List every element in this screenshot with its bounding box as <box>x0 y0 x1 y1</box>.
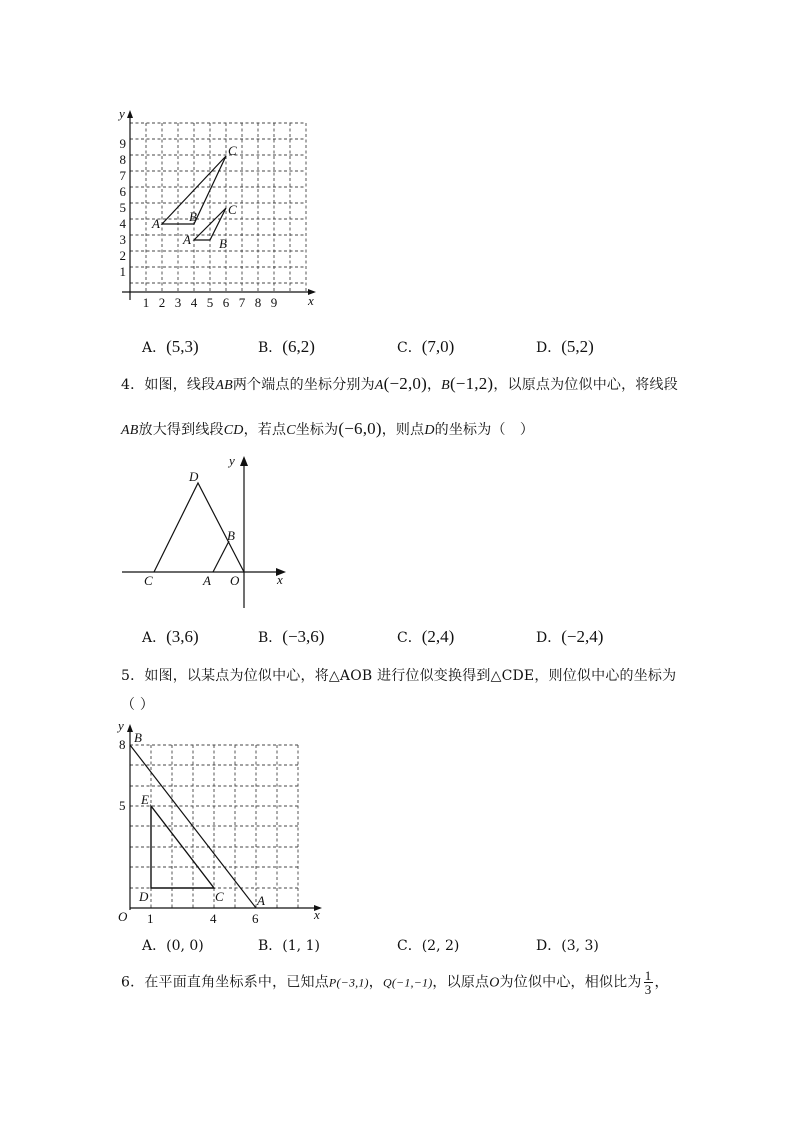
q3-xtick: 7 <box>238 295 246 309</box>
q3-xtick: 8 <box>254 295 262 309</box>
q4-ptC: C <box>286 423 296 438</box>
q3-options <box>142 337 702 359</box>
q4-stem-line2 <box>121 419 534 439</box>
q3-ytick: 3 <box>119 232 126 247</box>
q5-label-y: y <box>118 718 124 733</box>
option-value: (5,3) <box>166 337 199 356</box>
q3-grid <box>130 123 306 292</box>
option-key: B． <box>258 938 283 954</box>
q4-text: 放大得到线段 <box>138 422 224 438</box>
q6-number: 6． <box>121 974 145 991</box>
q4-text: ，则点 <box>381 422 425 438</box>
q4-label-C: C <box>144 573 153 588</box>
q3-xtick: 9 <box>270 295 278 309</box>
q6-ratio-denominator: 3 <box>644 982 652 997</box>
q5-grid <box>130 745 298 908</box>
option-value: (0, 0) <box>166 938 204 954</box>
option-value: (5,2) <box>561 337 594 356</box>
q5-label-E: E <box>141 792 149 807</box>
option-value: (−2,4) <box>561 627 604 646</box>
q3-label-B-small: B <box>219 236 227 251</box>
q4-ptD: D <box>424 423 435 438</box>
q4-label-O: O <box>230 573 240 588</box>
q4-label-D: D <box>189 469 199 484</box>
q3-y-label: y <box>119 106 125 121</box>
q3-xtick: 6 <box>222 295 230 309</box>
q6-origin: O <box>489 975 500 991</box>
q6-text: ，以原点 <box>432 974 490 991</box>
option-value: (3, 3) <box>561 938 599 954</box>
q6-ratio-numerator: 1 <box>644 968 652 983</box>
option-value: (7,0) <box>421 337 455 356</box>
q3-ytick: 6 <box>119 184 126 199</box>
option-value: (2,4) <box>421 627 455 646</box>
q6-text: 为位似中心，相似比为 <box>499 974 642 991</box>
q3-ytick: 8 <box>119 152 126 167</box>
option-key: C． <box>397 938 422 954</box>
q6-stem-line1 <box>121 969 669 996</box>
q3-figure <box>110 104 325 309</box>
q3-x-ticks <box>143 295 278 309</box>
q3-ytick: 9 <box>119 136 126 151</box>
q5-tick-y5: 5 <box>119 798 126 813</box>
q3-option-d[interactable] <box>536 337 594 357</box>
q5-option-a[interactable] <box>142 935 204 955</box>
q4-label-B: B <box>227 528 235 543</box>
q5-y-arrow <box>127 724 133 732</box>
q4-coordC: (−6,0) <box>338 419 382 438</box>
q3-ytick: 7 <box>119 168 126 183</box>
q6-text: 在平面直角坐标系中，已知点 <box>144 974 329 991</box>
q5-paren: （ ） <box>121 697 155 713</box>
q4-sep: ， <box>426 377 442 393</box>
q4-ptA: A <box>374 378 384 393</box>
q4-label-y: y <box>229 453 235 468</box>
option-key: C． <box>397 340 422 356</box>
q5-stem-line1 <box>121 665 676 685</box>
q3-y-ticks <box>120 136 127 279</box>
q3-option-c[interactable] <box>397 337 454 357</box>
option-key: D． <box>536 340 562 356</box>
option-value: (1, 1) <box>282 938 320 954</box>
q4-options <box>142 627 702 649</box>
q4-coordA: (−2,0) <box>383 374 427 393</box>
q3-xtick: 4 <box>190 295 198 309</box>
option-key: D． <box>536 938 562 954</box>
q4-segment-AB <box>213 541 229 572</box>
q3-x-label: x <box>308 293 314 308</box>
q5-options <box>142 935 702 957</box>
q3-label-C-small: C <box>228 202 237 217</box>
q5-label-D: D <box>139 889 149 904</box>
option-key: B． <box>258 630 283 646</box>
q3-label-B-big: B <box>189 209 197 224</box>
q5-label-C: C <box>215 889 224 904</box>
q3-xtick: 3 <box>174 295 182 309</box>
q4-text: ，以原点为位似中心，将线段 <box>493 377 678 393</box>
option-key: A． <box>142 340 167 356</box>
option-key: B． <box>258 340 283 356</box>
q4-text: 的坐标为（ ） <box>434 422 535 438</box>
q4-number: 4． <box>121 377 145 393</box>
q3-option-b[interactable] <box>258 337 315 357</box>
q3-y-arrow <box>127 110 133 118</box>
q5-label-x: x <box>314 907 320 922</box>
q6-sep: ， <box>368 974 383 991</box>
q4-seg2: CD <box>223 423 244 438</box>
q4-y-arrow <box>240 456 248 466</box>
q4-label-x: x <box>277 572 283 587</box>
q3-ytick: 1 <box>119 264 126 279</box>
option-key: A． <box>142 630 167 646</box>
q4-option-c[interactable] <box>397 627 454 647</box>
q4-text: 坐标为 <box>295 422 339 438</box>
q4-figure <box>116 450 296 612</box>
q3-ytick: 4 <box>119 216 126 231</box>
q4-coordB: (−1,2) <box>449 374 494 393</box>
q3-ytick: 2 <box>119 248 126 263</box>
q6-tail: ， <box>654 974 669 991</box>
option-key: D． <box>536 630 562 646</box>
q3-xtick: 5 <box>206 295 214 309</box>
q4-text: ，若点 <box>243 422 287 438</box>
option-value: (2, 2) <box>421 938 460 954</box>
q5-tick-x6: 6 <box>252 911 259 926</box>
q4-option-d[interactable] <box>536 627 603 647</box>
q6-ratio-fraction <box>644 969 653 996</box>
q4-label-A: A <box>203 573 211 588</box>
q5-option-d[interactable] <box>536 935 599 955</box>
q3-xtick: 2 <box>158 295 166 309</box>
q5-tick-x4: 4 <box>210 911 217 926</box>
q4-option-a[interactable] <box>142 627 199 647</box>
q3-label-A-big: A <box>152 216 160 231</box>
q5-label-A: A <box>257 893 265 908</box>
q3-option-a[interactable] <box>142 337 199 357</box>
q5-figure <box>114 718 329 926</box>
q6-point-Q: Q(−1,−1) <box>382 975 433 990</box>
q3-label-C-big: C <box>228 143 237 158</box>
q5-label-B: B <box>134 730 142 745</box>
q4-seg: AB <box>215 378 233 393</box>
q4-seg: AB <box>121 423 139 438</box>
q5-option-c[interactable] <box>397 935 459 955</box>
option-key: A． <box>142 938 167 954</box>
option-value: (3,6) <box>166 627 199 646</box>
q6-point-P: P(−3,1) <box>328 975 369 990</box>
q5-number: 5． <box>121 668 145 684</box>
q5-tick-y8: 8 <box>119 737 126 752</box>
option-value: (−3,6) <box>282 627 325 646</box>
q4-text: 两个端点的坐标分别为 <box>232 377 375 393</box>
q5-option-b[interactable] <box>258 935 320 955</box>
q4-option-b[interactable] <box>258 627 324 647</box>
q3-ytick: 5 <box>119 200 126 215</box>
option-key: C． <box>397 630 422 646</box>
option-value: (6,2) <box>282 337 315 356</box>
q4-text: 如图，线段 <box>144 377 216 393</box>
q5-label-O: O <box>118 909 128 924</box>
q3-xtick: 1 <box>142 295 150 309</box>
q5-tick-x1: 1 <box>147 911 154 926</box>
q5-text: 如图，以某点为位似中心，将△AOB 进行位似变换得到△CDE，则位似中心的坐标为 <box>144 668 677 684</box>
q3-label-A-small: A <box>183 232 191 247</box>
q4-ptB: B <box>441 378 450 393</box>
q5-stem-line2 <box>121 694 154 714</box>
q4-stem-line1 <box>121 374 678 394</box>
